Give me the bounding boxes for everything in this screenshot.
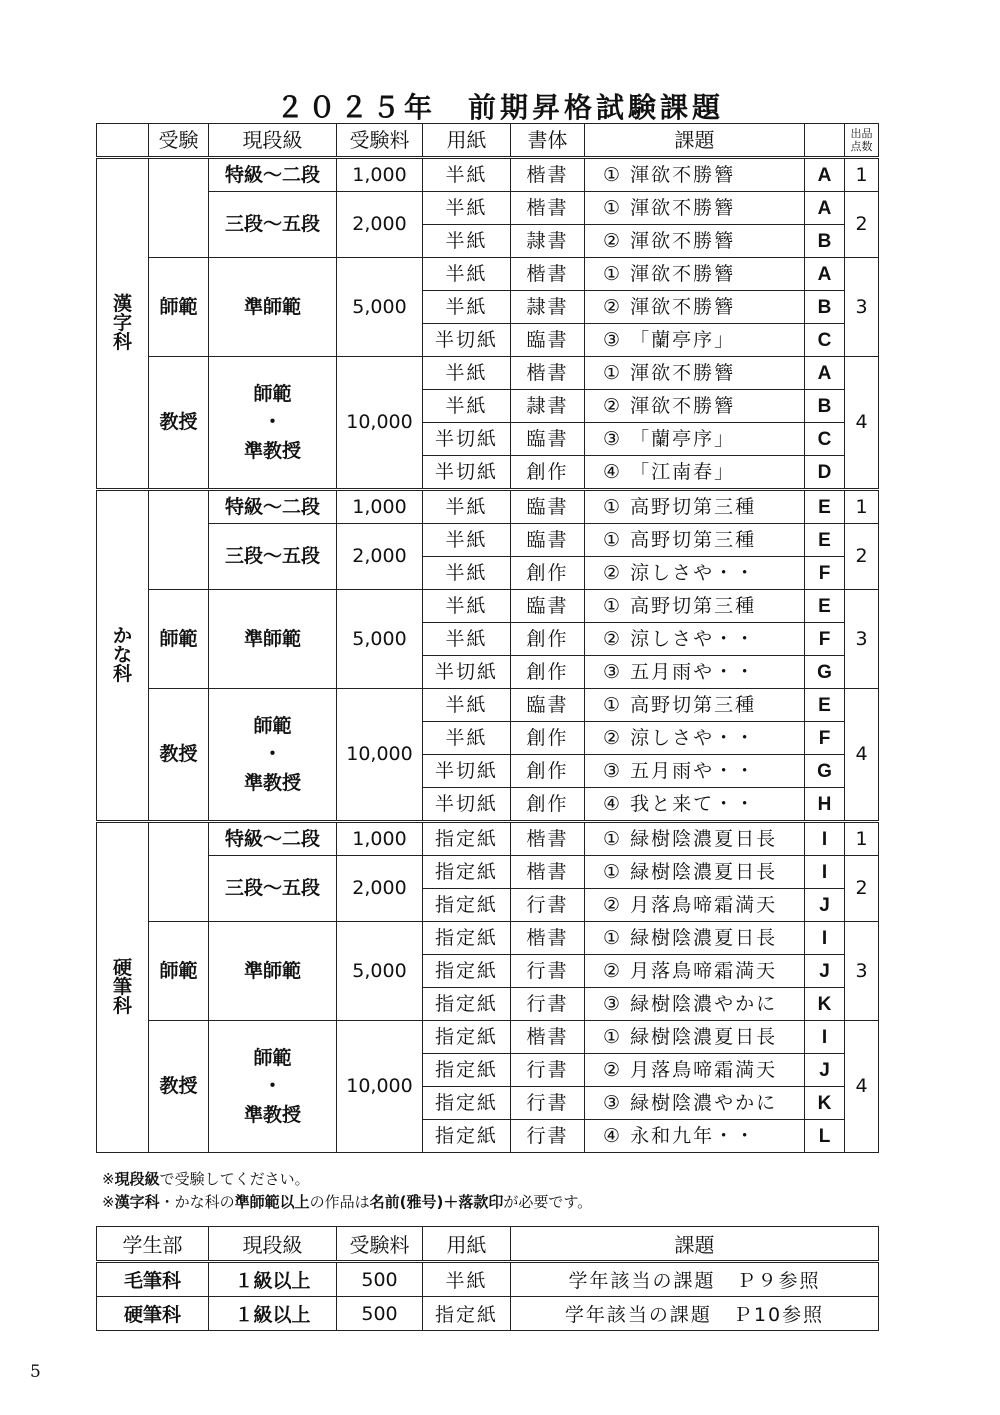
topic-cell: ① 渾欲不勝簪 [585,258,805,291]
table-row [97,490,879,524]
rank-cell: 教授 [149,689,209,822]
topic-letter: E [805,590,845,623]
style-cell: 創作 [511,788,585,822]
header-blank [97,124,149,158]
note-text: で受験してください。 [159,1170,310,1188]
paper-cell: 指定紙 [423,889,511,922]
grade-text: 準師範 [243,959,301,982]
style-cell: 楷書 [511,357,585,390]
student-paper-cell: 指定紙 [423,1297,511,1331]
grade-cell [209,1021,337,1153]
grade-text: 特級～二段 [224,827,320,850]
note-mark: ※ [102,1193,115,1211]
subject-char: 科 [112,663,132,685]
grade-cell [209,192,337,258]
grade-text: ・ [262,743,282,766]
paper-cell: 指定紙 [423,1021,511,1054]
topic-letter: G [805,656,845,689]
table-row [97,856,879,889]
fee-cell: 2,000 [337,192,423,258]
student-topic-cell: 学年該当の課題 Ｐ９参照 [511,1262,879,1297]
student-fee-cell: 500 [337,1262,423,1297]
style-cell: 臨書 [511,490,585,524]
rank-cell: 師範 [149,922,209,1021]
topic-cell: ③ 五月雨や・・ [585,755,805,788]
style-cell: 創作 [511,755,585,788]
paper-cell: 指定紙 [423,955,511,988]
topic-cell: ③ 緑樹陰濃やかに [585,1087,805,1120]
fee-cell: 10,000 [337,357,423,490]
grade-cell [209,490,337,524]
paper-cell: 半切紙 [423,423,511,456]
style-cell: 楷書 [511,856,585,889]
topic-cell: ② 渾欲不勝簪 [585,225,805,258]
header-topic: 課題 [585,124,805,158]
topic-letter: F [805,557,845,590]
topic-cell: ① 高野切第三種 [585,689,805,722]
style-cell: 楷書 [511,822,585,856]
paper-cell: 半紙 [423,557,511,590]
topic-cell: ① 緑樹陰濃夏日長 [585,1021,805,1054]
subject-cell [97,158,149,490]
grade-text: 準教授 [243,439,301,462]
student-dept-cell: 毛筆科 [97,1262,209,1297]
topic-cell: ② 月落鳥啼霜満天 [585,955,805,988]
table-row [97,590,879,623]
topic-letter: B [805,291,845,324]
rank-cell-empty [149,490,209,590]
subject-char: か [112,625,132,647]
grade-text: 準師範 [243,295,301,318]
style-cell: 創作 [511,623,585,656]
grade-text: 三段～五段 [224,877,320,900]
topic-letter: C [805,324,845,357]
rank-cell: 師範 [149,590,209,689]
style-cell: 行書 [511,1054,585,1087]
exam-table [96,123,879,1153]
subject-char: 漢 [112,293,132,315]
student-topic-cell: 学年該当の課題 Ｐ10参照 [511,1297,879,1331]
topic-cell: ① 緑樹陰濃夏日長 [585,922,805,955]
fee-cell: 5,000 [337,922,423,1021]
topic-letter: F [805,623,845,656]
paper-cell: 半紙 [423,390,511,423]
topic-letter: A [805,192,845,225]
topic-cell: ① 緑樹陰濃夏日長 [585,856,805,889]
paper-cell: 半切紙 [423,656,511,689]
style-cell: 隷書 [511,390,585,423]
count-cell: 3 [845,258,879,357]
topic-cell: ① 緑樹陰濃夏日長 [585,822,805,856]
header-count [845,124,879,158]
count-cell: 4 [845,357,879,490]
student-fee-cell: 500 [337,1297,423,1331]
fee-cell: 10,000 [337,1021,423,1153]
paper-cell: 半紙 [423,192,511,225]
student-paper-cell: 半紙 [423,1262,511,1297]
rank-cell-empty [149,822,209,922]
topic-cell: ③ 「蘭亭序」 [585,423,805,456]
topic-cell: ① 渾欲不勝簪 [585,158,805,192]
table-row [97,192,879,225]
student-header-dept: 学生部 [97,1227,209,1262]
paper-cell: 半紙 [423,590,511,623]
topic-letter: A [805,258,845,291]
topic-letter: E [805,689,845,722]
topic-letter: K [805,1087,845,1120]
fee-cell: 1,000 [337,490,423,524]
note-2 [102,1191,592,1214]
paper-cell: 半紙 [423,158,511,192]
count-cell: 1 [845,490,879,524]
topic-letter: A [805,158,845,192]
paper-cell: 半切紙 [423,324,511,357]
subject-cell [97,490,149,822]
topic-letter: C [805,423,845,456]
fee-cell: 2,000 [337,856,423,922]
subject-char: 硬 [112,957,132,979]
topic-cell: ② 月落鳥啼霜満天 [585,1054,805,1087]
page-title: ２０２５年 前期昇格試験課題 [275,91,724,124]
topic-letter: E [805,524,845,557]
count-cell: 4 [845,689,879,822]
fee-cell: 1,000 [337,158,423,192]
topic-cell: ① 高野切第三種 [585,490,805,524]
header-paper: 用紙 [423,124,511,158]
paper-cell: 指定紙 [423,988,511,1021]
grade-text: ・ [262,411,282,434]
table-row [97,357,879,390]
topic-letter: I [805,922,845,955]
count-cell: 1 [845,822,879,856]
paper-cell: 指定紙 [423,922,511,955]
topic-letter: I [805,856,845,889]
count-cell: 2 [845,192,879,258]
note-emph: 漢字科 [114,1193,160,1211]
header-exam: 受験 [149,124,209,158]
table-row [97,822,879,856]
topic-letter: K [805,988,845,1021]
paper-cell: 半切紙 [423,788,511,822]
grade-cell [209,590,337,689]
student-dept-cell: 硬筆科 [97,1297,209,1331]
topic-letter: D [805,456,845,490]
rank-cell: 師範 [149,258,209,357]
paper-cell: 半紙 [423,623,511,656]
paper-cell: 半紙 [423,722,511,755]
note-text: が必要です。 [503,1193,593,1211]
count-cell: 2 [845,524,879,590]
count-cell: 2 [845,856,879,922]
topic-cell: ② 渾欲不勝簪 [585,390,805,423]
rank-cell-empty [149,158,209,258]
grade-text: 準師範 [243,627,301,650]
style-cell: 創作 [511,722,585,755]
style-cell: 楷書 [511,192,585,225]
subject-char: 科 [112,995,132,1017]
grade-cell [209,922,337,1021]
student-header-topic: 課題 [511,1227,879,1262]
grade-text: 特級～二段 [224,163,320,186]
topic-letter: F [805,722,845,755]
topic-cell: ③ 「蘭亭序」 [585,324,805,357]
style-cell: 行書 [511,889,585,922]
topic-cell: ② 月落鳥啼霜満天 [585,889,805,922]
grade-text: 師範 [253,382,292,405]
topic-letter: A [805,357,845,390]
table-row [97,258,879,291]
subject-cell [97,822,149,1153]
count-cell: 3 [845,922,879,1021]
subject-char: 科 [112,331,132,353]
paper-cell: 半紙 [423,258,511,291]
exam-table-body [97,158,879,1153]
student-grade-cell: １級以上 [209,1262,337,1297]
fee-cell: 2,000 [337,524,423,590]
fee-cell: 1,000 [337,822,423,856]
student-grade-cell: １級以上 [209,1297,337,1331]
student-header-fee: 受験料 [337,1227,423,1262]
paper-cell: 半紙 [423,490,511,524]
grade-text: 師範 [253,1046,292,1069]
count-cell: 4 [845,1021,879,1153]
style-cell: 創作 [511,456,585,490]
topic-letter: J [805,889,845,922]
grade-cell [209,258,337,357]
topic-cell: ① 高野切第三種 [585,524,805,557]
style-cell: 行書 [511,955,585,988]
note-emph: 準師範以上 [234,1193,310,1211]
rank-cell: 教授 [149,1021,209,1153]
topic-cell: ① 渾欲不勝簪 [585,357,805,390]
paper-cell: 指定紙 [423,822,511,856]
topic-letter: H [805,788,845,822]
student-row [97,1262,879,1297]
grade-cell [209,158,337,192]
note-emph: 名前(雅号)＋落款印 [369,1193,504,1211]
topic-cell: ② 涼しさや・・ [585,722,805,755]
grade-text: 三段～五段 [224,213,320,236]
grade-text: ・ [262,1075,282,1098]
table-row [97,524,879,557]
subject-char: 筆 [112,976,132,998]
student-table [96,1226,879,1331]
style-cell: 楷書 [511,922,585,955]
grade-text: 準教授 [243,1103,301,1126]
student-table-body [97,1262,879,1331]
grade-cell [209,856,337,922]
grade-cell [209,357,337,490]
topic-cell: ① 高野切第三種 [585,590,805,623]
style-cell: 隷書 [511,291,585,324]
student-table-header [97,1227,879,1262]
subject-char: 字 [112,312,132,334]
paper-cell: 半紙 [423,524,511,557]
paper-cell: 半紙 [423,291,511,324]
topic-cell: ① 渾欲不勝簪 [585,192,805,225]
notes [102,1168,592,1214]
paper-cell: 指定紙 [423,1087,511,1120]
style-cell: 隷書 [511,225,585,258]
student-row [97,1297,879,1331]
header-style: 書体 [511,124,585,158]
topic-letter: I [805,1021,845,1054]
count-cell: 3 [845,590,879,689]
style-cell: 臨書 [511,423,585,456]
style-cell: 行書 [511,1120,585,1153]
topic-cell: ③ 五月雨や・・ [585,656,805,689]
grade-text: 特級～二段 [224,495,320,518]
paper-cell: 半紙 [423,357,511,390]
topic-letter: J [805,1054,845,1087]
note-text: の作品は [309,1193,370,1211]
paper-cell: 半紙 [423,225,511,258]
style-cell: 臨書 [511,689,585,722]
grade-cell [209,689,337,822]
paper-cell: 半紙 [423,689,511,722]
topic-cell: ④ 我と来て・・ [585,788,805,822]
grade-text: 師範 [253,714,292,737]
grade-cell [209,822,337,856]
count-cell: 1 [845,158,879,192]
paper-cell: 指定紙 [423,1120,511,1153]
fee-cell: 5,000 [337,258,423,357]
style-cell: 行書 [511,1087,585,1120]
note-text: ・かな科の [159,1193,235,1211]
fee-cell: 5,000 [337,590,423,689]
topic-cell: ② 涼しさや・・ [585,557,805,590]
page-number: 5 [30,1362,41,1382]
table-row [97,1021,879,1054]
topic-letter: B [805,225,845,258]
student-header-paper: 用紙 [423,1227,511,1262]
table-header [97,124,879,158]
topic-cell: ④ 永和九年・・ [585,1120,805,1153]
style-cell: 創作 [511,656,585,689]
note-1 [102,1168,592,1191]
topic-letter: L [805,1120,845,1153]
subject-char: な [112,644,132,666]
fee-cell: 10,000 [337,689,423,822]
style-cell: 創作 [511,557,585,590]
topic-letter: I [805,822,845,856]
topic-cell: ④ 「江南春」 [585,456,805,490]
topic-cell: ③ 緑樹陰濃やかに [585,988,805,1021]
grade-cell [209,524,337,590]
topic-letter: G [805,755,845,788]
style-cell: 楷書 [511,1021,585,1054]
grade-text: 準教授 [243,771,301,794]
header-count-line2: 点数 [850,140,873,153]
student-header-grade: 現段級 [209,1227,337,1262]
topic-cell: ② 涼しさや・・ [585,623,805,656]
table-row [97,922,879,955]
style-cell: 行書 [511,988,585,1021]
table-row [97,158,879,192]
topic-letter: E [805,490,845,524]
note-mark: ※ [102,1170,115,1188]
table-row [97,689,879,722]
style-cell: 臨書 [511,590,585,623]
header-fee: 受験料 [337,124,423,158]
style-cell: 臨書 [511,324,585,357]
grade-text: 三段～五段 [224,545,320,568]
header-current-grade: 現段級 [209,124,337,158]
style-cell: 楷書 [511,258,585,291]
style-cell: 臨書 [511,524,585,557]
style-cell: 楷書 [511,158,585,192]
paper-cell: 半切紙 [423,755,511,788]
note-emph: 現段級 [114,1170,160,1188]
rank-cell: 教授 [149,357,209,490]
paper-cell: 半切紙 [423,456,511,490]
paper-cell: 指定紙 [423,1054,511,1087]
topic-cell: ② 渾欲不勝簪 [585,291,805,324]
paper-cell: 指定紙 [423,856,511,889]
topic-letter: B [805,390,845,423]
topic-letter: J [805,955,845,988]
header-count-line1: 出品 [850,126,873,140]
header-letter [805,124,845,158]
